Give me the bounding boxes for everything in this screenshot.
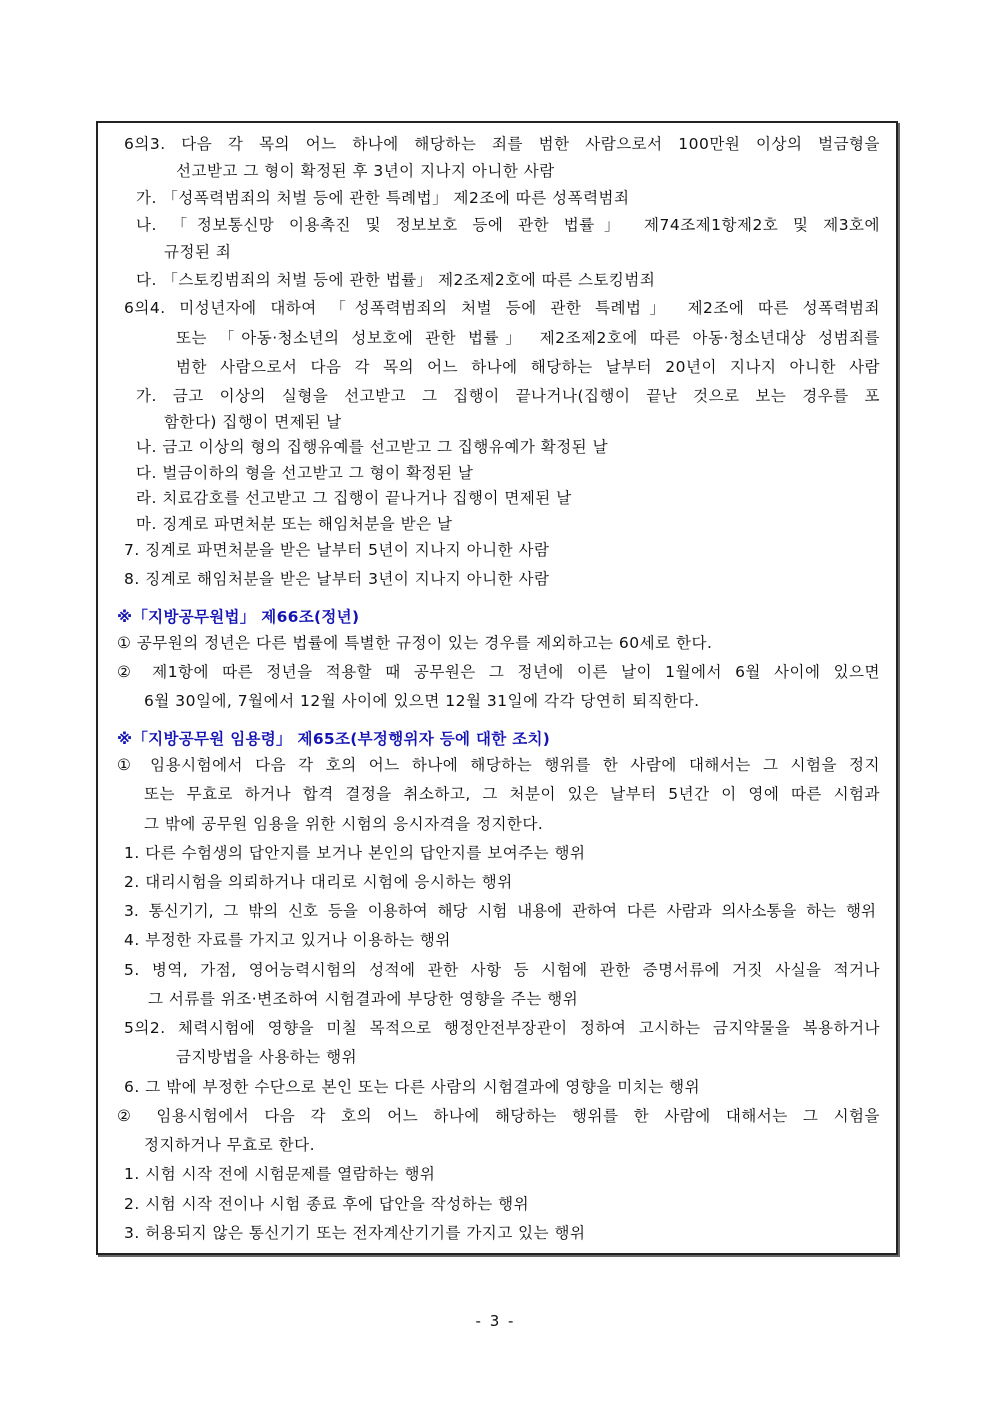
text-line: 또는 「아동·청소년의 성보호에 관한 법률」 제2조제2호에 따른 아동·청소년대상 성범죄를 [176, 329, 880, 347]
text-line: 3. 허용되지 않은 통신기기 또는 전자계산기기를 가지고 있는 행위 [124, 1224, 586, 1242]
text-line: 또는 무효로 하거나 합격 결정을 취소하고, 그 처분이 있은 날부터 5년간 이 영에 따른 시험과 [144, 785, 880, 803]
text-line: 6. 그 밖에 부정한 수단으로 본인 또는 다른 사람의 시험결과에 영향을 미치는 행위 [124, 1078, 701, 1096]
text-line: ② 제1항에 따른 정년을 적용할 때 공무원은 그 정년에 이른 날이 1월에서 6월 사이에 있으면 [117, 663, 880, 681]
section-heading: ※「지방공무원 임용령」 제65조(부정행위자 등에 대한 조치) [117, 730, 551, 748]
text-line: 함한다) 집행이 면제된 날 [164, 413, 342, 431]
text-line: 다. 「스토킹범죄의 처벌 등에 관한 법률」 제2조제2호에 따른 스토킹범죄 [136, 271, 656, 289]
text-line: 1. 시험 시작 전에 시험문제를 열람하는 행위 [124, 1165, 436, 1183]
text-line: 마. 징계로 파면처분 또는 해임처분을 받은 날 [136, 515, 453, 533]
text-line: 라. 치료감호를 선고받고 그 집행이 끝나거나 집행이 면제된 날 [136, 489, 572, 507]
text-line: 8. 징계로 해임처분을 받은 날부터 3년이 지나지 아니한 사람 [124, 570, 550, 588]
text-line: 금지방법을 사용하는 행위 [176, 1048, 358, 1066]
text-line: 2. 대리시험을 의뢰하거나 대리로 시험에 응시하는 행위 [124, 873, 513, 891]
text-line: 다. 벌금이하의 형을 선고받고 그 형이 확정된 날 [136, 464, 474, 482]
page-number: - 3 - [475, 1312, 516, 1330]
text-line: 1. 다른 수험생의 답안지를 보거나 본인의 답안지를 보여주는 행위 [124, 844, 586, 862]
section-heading: ※「지방공무원법」 제66조(정년) [117, 608, 360, 626]
text-line: 선고받고 그 형이 확정된 후 3년이 지나지 아니한 사람 [176, 162, 555, 180]
text-line: 나. 금고 이상의 형의 집행유예를 선고받고 그 집행유예가 확정된 날 [136, 438, 609, 456]
text-line: ① 임용시험에서 다음 각 호의 어느 하나에 해당하는 행위를 한 사람에 대해서는 그 시험을 정지 [117, 756, 880, 774]
text-line: 가. 「성폭력범죄의 처벌 등에 관한 특례법」 제2조에 따른 성폭력범죄 [136, 189, 630, 207]
text-line: 2. 시험 시작 전이나 시험 종료 후에 답안을 작성하는 행위 [124, 1195, 530, 1213]
text-line: 6의4. 미성년자에 대하여 「성폭력범죄의 처벌 등에 관한 특례법」 제2조에 따른 성폭력범죄 [124, 299, 880, 317]
text-line: ② 임용시험에서 다음 각 호의 어느 하나에 해당하는 행위를 한 사람에 대해서는 그 시험을 [117, 1107, 880, 1125]
text-line: 그 밖에 공무원 임용을 위한 시험의 응시자격을 정지한다. [144, 815, 544, 833]
text-line: 6의3. 다음 각 목의 어느 하나에 해당하는 죄를 범한 사람으로서 100만원 이상의 벌금형을 [124, 135, 880, 153]
text-line: 7. 징계로 파면처분을 받은 날부터 5년이 지나지 아니한 사람 [124, 541, 550, 559]
text-line: 범한 사람으로서 다음 각 목의 어느 하나에 해당하는 날부터 20년이 지나지 아니한 사람 [176, 358, 880, 376]
text-line: 5의2. 체력시험에 영향을 미칠 목적으로 행정안전부장관이 정하여 고시하는 금지약물을 복용하거나 [124, 1019, 880, 1037]
text-line: 나. 「정보통신망 이용촉진 및 정보보호 등에 관한 법률」 제74조제1항제2호 및 제3호에 [136, 216, 880, 234]
text-line: 가. 금고 이상의 실형을 선고받고 그 집행이 끝나거나(집행이 끝난 것으로 보는 경우를 포 [136, 387, 880, 405]
text-line: 5. 병역, 가점, 영어능력시험의 성적에 관한 사항 등 시험에 관한 증명서류에 거짓 사실을 적거나 [124, 961, 880, 979]
text-line: 정지하거나 무효로 한다. [144, 1136, 316, 1154]
text-line: 4. 부정한 자료를 가지고 있거나 이용하는 행위 [124, 931, 451, 949]
text-line: 그 서류를 위조·변조하여 시험결과에 부당한 영향을 주는 행위 [148, 990, 579, 1008]
text-line: 6월 30일에, 7월에서 12월 사이에 있으면 12월 31일에 각각 당연히 퇴직한다. [144, 692, 700, 710]
text-line: ① 공무원의 정년은 다른 법률에 특별한 규정이 있는 경우를 제외하고는 60세로 한다. [117, 634, 713, 652]
text-line: 규정된 죄 [164, 243, 232, 261]
text-line: 3. 통신기기, 그 밖의 신호 등을 이용하여 해당 시험 내용에 관하여 다른 사람과 의사소통을 하는 행위 [124, 902, 876, 920]
